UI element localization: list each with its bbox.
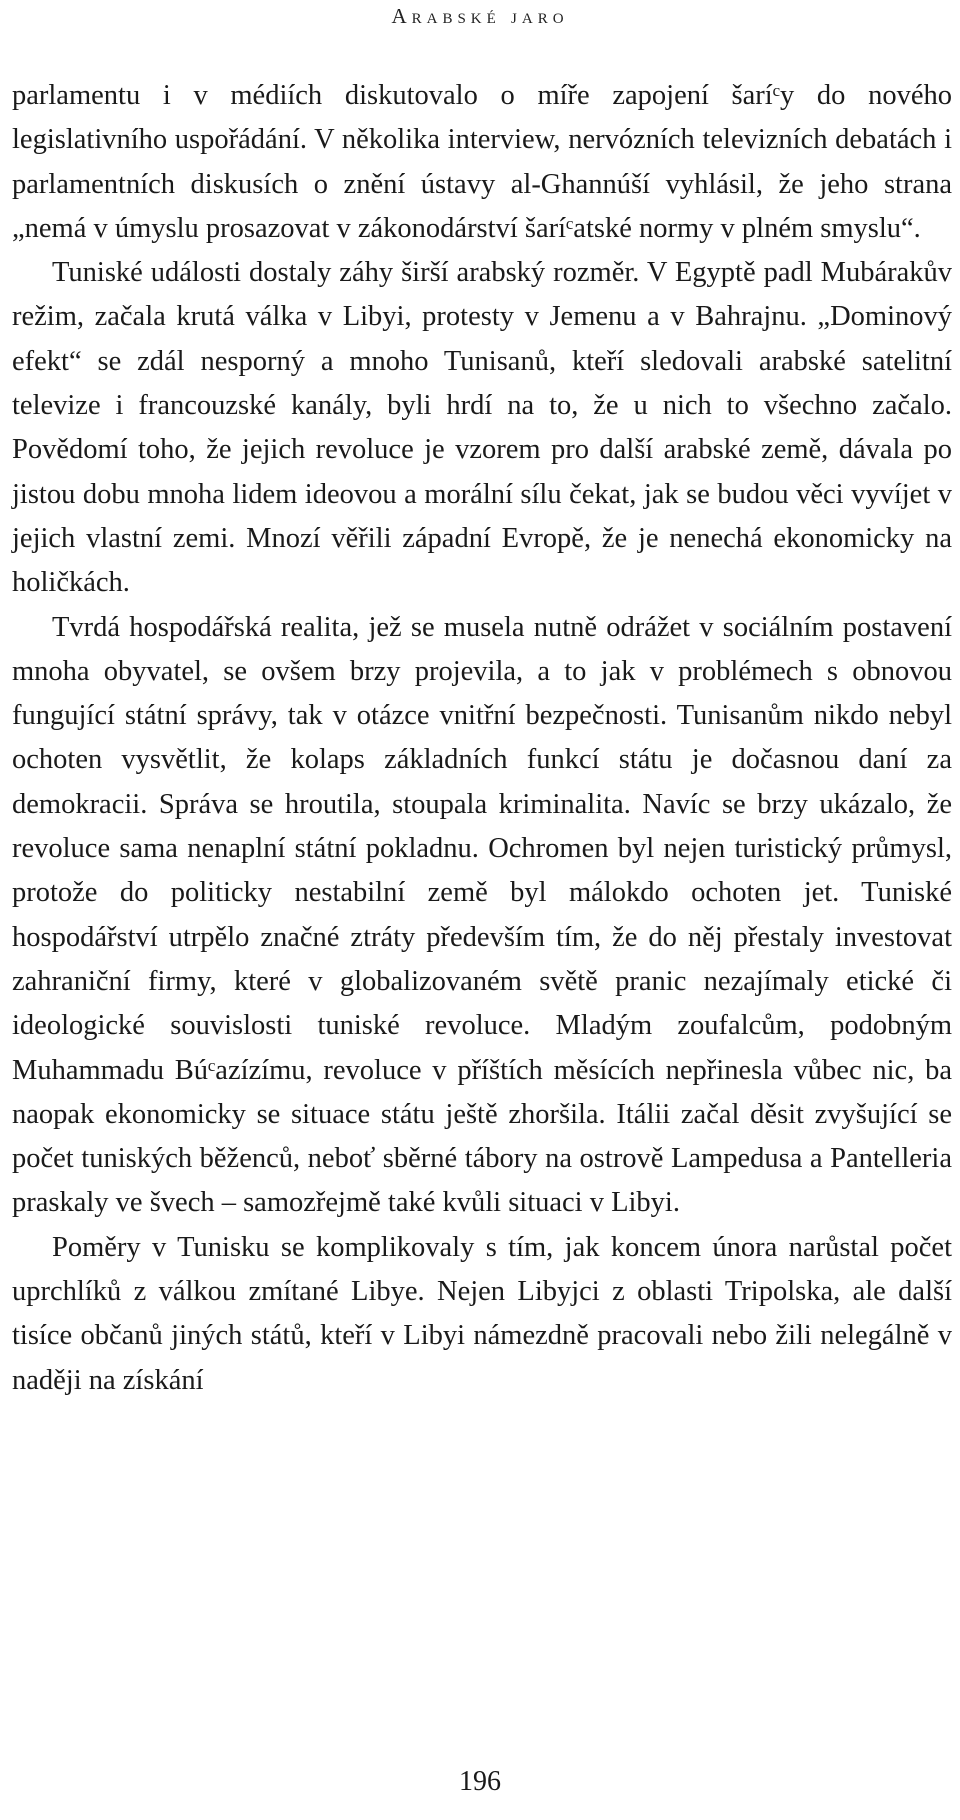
running-head: Arabské jaro (391, 4, 569, 28)
paragraph-1: parlamentu i v médiích diskutovalo o míře zapojení šaríᶜy do nového legislativního uspořádání. V několika interview, nervózních televizních debatách i parlamentních diskusích o znění ústavy al-Ghannúší vyhlásil, že jeho strana „nemá v úmyslu prosazovat v zákonodárství šaríᶜatské normy v plném smyslu“. (12, 80, 952, 244)
paragraph-2: Tuniské události dostaly záhy širší arabský rozměr. V Egyptě padl Mubárakův režim, začala krutá válka v Libyi, protesty v Jemenu a v Bahrajnu. „Dominový efekt“ se zdál nesporný a mnoho Tunisanů, kteří sledovali arabské satelitní televize i francouzské kanály, byli hrdí na to, že u nich to všechno začalo. Povědomí toho, že jejich revoluce je vzorem pro další arabské země, dávala po jistou dobu mnoha lidem ideovou a morální sílu čekat, jak se budou věci vyvíjet v jejich vlastní zemi. Mnozí věřili západní Evropě, že je nenechá ekonomicky na holičkách. (12, 257, 952, 599)
paragraph-4: Poměry v Tunisku se komplikovaly s tím, jak koncem února narůstal počet uprchlíků z válkou zmítané Libye. Nejen Libyjci z oblasti Tripolska, ale další tisíce občanů jiných států, kteří v Libyi námezdně pracovali nebo žili nelegálně v naději na získání (12, 1231, 952, 1396)
paragraph-3: Tvrdá hospodářská realita, jež se musela nutně odrážet v sociálním postavení mnoha obyvatel, se ovšem brzy projevila, a to jak v problémech s obnovou fungující státní správy, tak v otázce vnitřní bezpečnosti. Tunisanům nikdo nebyl ochoten vysvětlit, že kolaps základních funkcí státu je dočasnou daní za demokracii. Správa se hroutila, stoupala kriminalita. Navíc se brzy ukázalo, že revoluce sama nenaplní státní pokladnu. Ochromen byl nejen turistický průmysl, protože do politicky nestabilní země byl málokdo ochoten jet. Tuniské hospodářství utrpělo značné ztráty především tím, že do něj přestaly investovat zahraniční firmy, které v globalizovaném světě pranic nezajímaly etické či ideologické souvislosti tuniské revoluce. Mladým zoufalcům, podobným Muhammadu Búᶜazízímu, revoluce v příštích měsících nepřinesla vůbec nic, ba naopak ekonomicky se situace státu ještě zhoršila. Itálii začal děsit zvyšující se počet tuniských běženců, neboť sběrné tábory na ostrově Lampedusa a Pantelleria praskaly ve švech – samozřejmě také kvůli situaci v Libyi. (12, 611, 952, 1219)
body-text (12, 74, 952, 1403)
page-number: 196 (459, 1766, 501, 1797)
